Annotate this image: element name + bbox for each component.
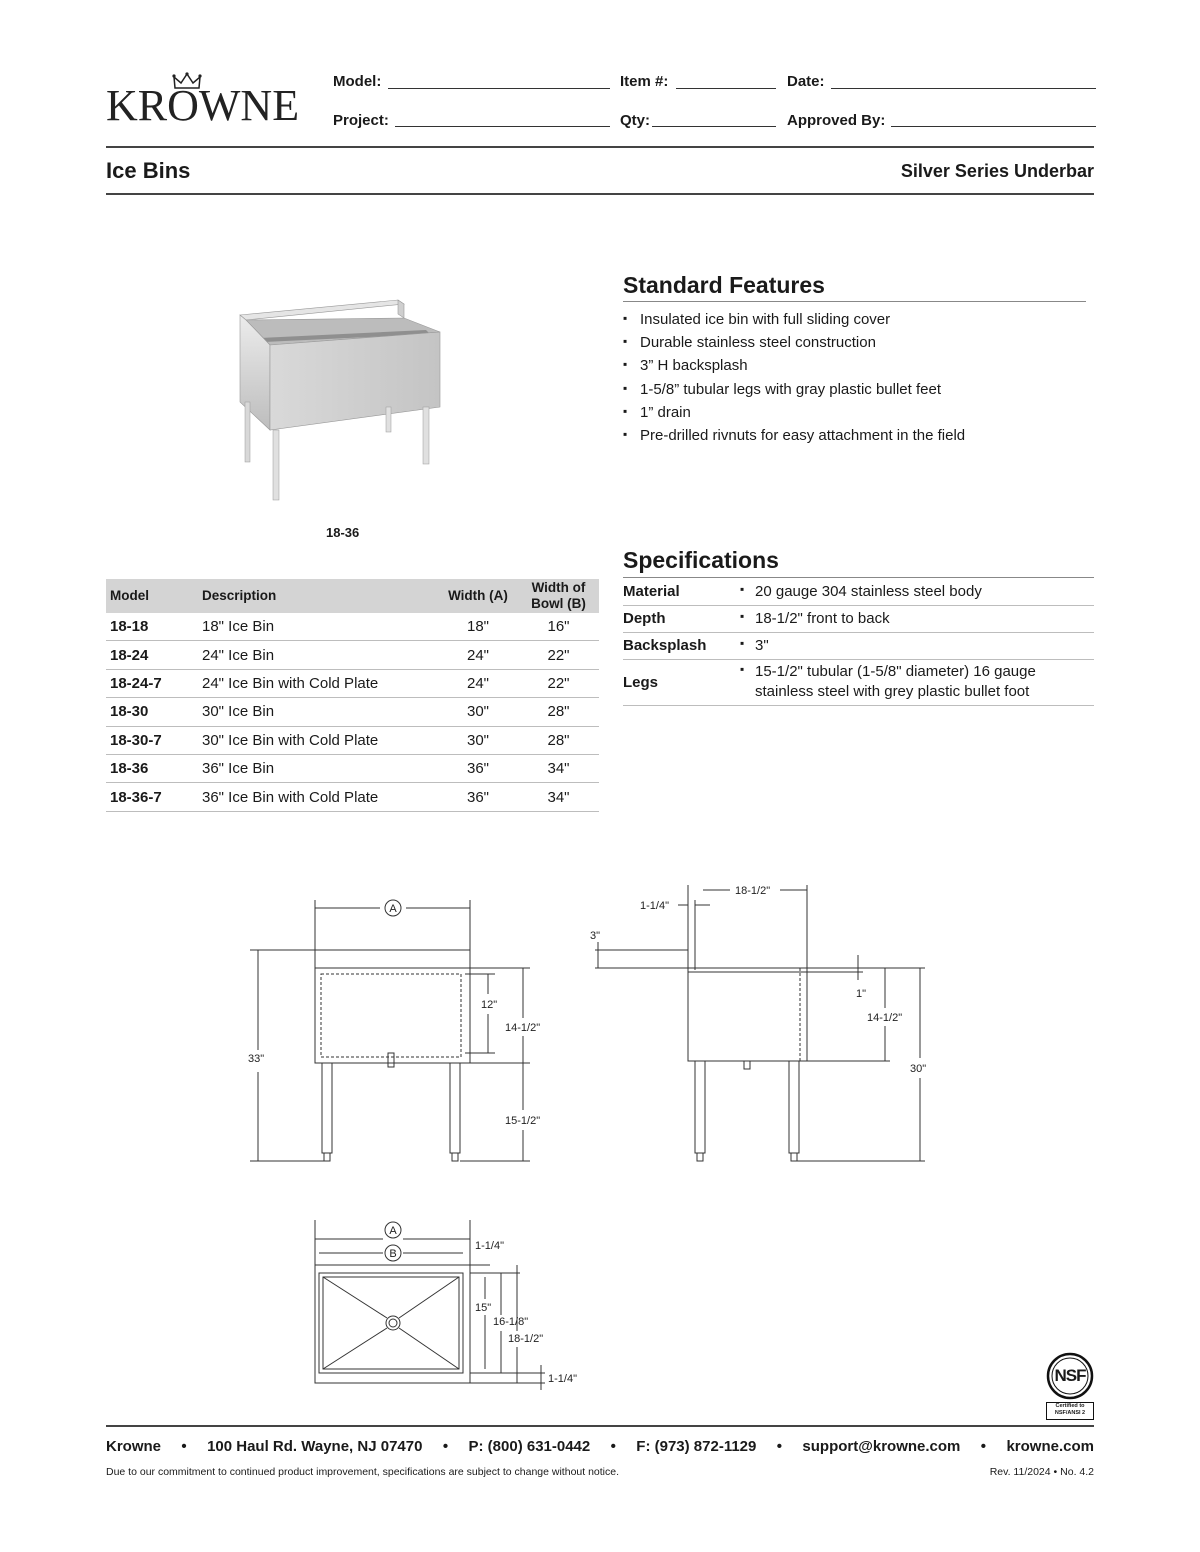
nsf-cert-box bbox=[1046, 1402, 1094, 1420]
top-view-drawing bbox=[305, 1215, 590, 1395]
page-title: Ice Bins bbox=[106, 158, 191, 183]
header-rule-bottom bbox=[106, 193, 1094, 195]
list-item: ▪ 1” drain bbox=[623, 401, 965, 424]
spec-row-legs bbox=[623, 659, 1094, 706]
spec-value: ▪ 15-1/2" tubular (1-5/8" diameter) 16 gauge bbox=[740, 663, 1036, 680]
list-item: ▪ 3” H backsplash bbox=[623, 354, 965, 377]
spec-key: Backsplash bbox=[623, 637, 707, 654]
footer-contact bbox=[106, 1438, 1094, 1455]
footer-email-link[interactable]: support@krowne.com bbox=[802, 1438, 961, 1455]
dim-top-a-label: A bbox=[389, 1225, 397, 1237]
cell-bowl: 34" bbox=[518, 754, 599, 782]
dim-top-18-label: 18-1/2" bbox=[508, 1333, 544, 1345]
footer-bullet: • bbox=[610, 1438, 616, 1455]
cell-model: 18-24-7 bbox=[106, 669, 198, 697]
cell-bowl: 34" bbox=[518, 783, 599, 811]
project-label: Project: bbox=[333, 112, 389, 129]
brand-logo bbox=[106, 72, 311, 132]
table-row bbox=[106, 754, 599, 782]
dim-top-16-label: 16-1/8" bbox=[493, 1316, 529, 1328]
cell-bowl: 28" bbox=[518, 698, 599, 726]
footer-bullet: • bbox=[776, 1438, 783, 1455]
dim-top-114b-label: 1-1/4" bbox=[548, 1373, 577, 1385]
qty-label: Qty: bbox=[620, 112, 650, 129]
item-field[interactable] bbox=[676, 88, 776, 89]
series-title: Silver Series Underbar bbox=[900, 161, 1094, 181]
spec-value: ▪ 20 gauge 304 stainless steel body bbox=[740, 583, 982, 600]
dim-33-label: 33" bbox=[248, 1053, 265, 1065]
col-header-width: Width (A) bbox=[438, 579, 518, 613]
features-list bbox=[623, 308, 965, 447]
table-row bbox=[106, 669, 599, 697]
revision-date: Rev. 11/2024 bbox=[989, 1466, 1051, 1478]
table-row bbox=[106, 726, 599, 754]
product-caption: 18-36 bbox=[326, 525, 360, 540]
cell-description: 24" Ice Bin bbox=[198, 641, 438, 669]
dim-30-label: 30" bbox=[910, 1063, 927, 1075]
nsf-line1: Certified to bbox=[1055, 1403, 1085, 1409]
cell-bowl: 28" bbox=[518, 726, 599, 754]
features-rule bbox=[623, 301, 1086, 302]
cell-description: 30" Ice Bin bbox=[198, 698, 438, 726]
dim-top-b-label: B bbox=[389, 1248, 397, 1260]
cell-width: 36" bbox=[438, 783, 518, 811]
features-heading: Standard Features bbox=[623, 272, 825, 298]
dim-side-14-label: 14-1/2" bbox=[867, 1012, 903, 1024]
models-table bbox=[106, 579, 599, 812]
dim-top-15-label: 15" bbox=[475, 1302, 492, 1314]
footer-company: Krowne bbox=[106, 1438, 162, 1455]
nsf-line2: NSF/ANSI 2 bbox=[1054, 1410, 1086, 1416]
cell-model: 18-36-7 bbox=[106, 783, 198, 811]
col-header-model: Model bbox=[106, 579, 198, 613]
dim-3-label: 3" bbox=[590, 930, 601, 942]
dim-14-label: 14-1/2" bbox=[505, 1022, 541, 1034]
cell-bowl: 22" bbox=[518, 669, 599, 697]
dim-15-label: 15-1/2" bbox=[505, 1115, 541, 1127]
spec-key: Legs bbox=[623, 674, 659, 691]
dim-top-114a-label: 1-1/4" bbox=[475, 1240, 504, 1252]
footer-rule bbox=[106, 1425, 1094, 1427]
header-rule-top bbox=[106, 146, 1094, 148]
model-field[interactable] bbox=[388, 88, 610, 89]
cell-model: 18-18 bbox=[106, 613, 198, 641]
list-item: ▪ Pre-drilled rivnuts for easy attachment in the field bbox=[623, 424, 965, 447]
footer-disclaimer: Due to our commitment to continued product improvement, specifications are subject to change without notice. bbox=[106, 1466, 620, 1478]
cell-description: 18" Ice Bin bbox=[198, 613, 438, 641]
spec-row-material bbox=[623, 578, 1094, 606]
dim-18-label: 18-1/2" bbox=[735, 885, 771, 897]
footer-phone: P: (800) 631-0442 bbox=[468, 1438, 591, 1455]
table-row bbox=[106, 613, 599, 641]
cell-width: 36" bbox=[438, 754, 518, 782]
spec-key: Material bbox=[623, 583, 680, 600]
qty-field[interactable] bbox=[652, 126, 776, 127]
footer-bullet: • bbox=[980, 1438, 987, 1455]
table-row bbox=[106, 783, 599, 811]
col-header-bowl: Width of Bowl (B) bbox=[518, 579, 599, 613]
table-header-row bbox=[106, 579, 599, 613]
dim-114-label: 1-1/4" bbox=[640, 900, 669, 912]
cell-width: 30" bbox=[438, 698, 518, 726]
approved-label: Approved By: bbox=[787, 112, 886, 129]
cell-width: 30" bbox=[438, 726, 518, 754]
table-row bbox=[106, 698, 599, 726]
item-label: Item #: bbox=[620, 73, 669, 90]
cell-model: 18-24 bbox=[106, 641, 198, 669]
cell-description: 36" Ice Bin bbox=[198, 754, 438, 782]
cell-description: 30" Ice Bin with Cold Plate bbox=[198, 726, 438, 754]
footer-bullet: • bbox=[442, 1438, 449, 1455]
dim-a-label: A bbox=[389, 903, 397, 915]
spec-value-cont: stainless steel with grey plastic bullet foot bbox=[755, 683, 1030, 700]
footer-bullet: • bbox=[181, 1438, 187, 1455]
dim-12-label: 12" bbox=[481, 999, 498, 1011]
footer-revision bbox=[990, 1466, 1094, 1478]
cell-width: 24" bbox=[438, 641, 518, 669]
product-image bbox=[230, 290, 450, 505]
front-view-drawing bbox=[240, 890, 560, 1175]
spec-row-depth bbox=[623, 605, 1094, 633]
cell-model: 18-30 bbox=[106, 698, 198, 726]
brand-name: KROWNE bbox=[106, 81, 300, 130]
spec-key: Depth bbox=[623, 610, 666, 627]
cell-width: 18" bbox=[438, 613, 518, 641]
approved-field[interactable] bbox=[891, 126, 1096, 127]
list-item: ▪ Durable stainless steel construction bbox=[623, 331, 965, 354]
spec-row-backsplash bbox=[623, 632, 1094, 660]
specifications-heading: Specifications bbox=[623, 547, 779, 573]
cell-width: 24" bbox=[438, 669, 518, 697]
nsf-mark: NSF bbox=[1054, 1366, 1086, 1385]
cell-description: 36" Ice Bin with Cold Plate bbox=[198, 783, 438, 811]
cell-model: 18-30-7 bbox=[106, 726, 198, 754]
list-item: ▪ 1-5/8” tubular legs with gray plastic bullet feet bbox=[623, 378, 965, 401]
nsf-certification bbox=[1046, 1352, 1094, 1420]
date-field[interactable] bbox=[831, 88, 1096, 89]
cell-description: 24" Ice Bin with Cold Plate bbox=[198, 669, 438, 697]
footer-address: 100 Haul Rd. Wayne, NJ 07470 bbox=[207, 1438, 423, 1455]
dim-1-label: 1" bbox=[856, 988, 867, 1000]
spec-value: ▪ 18-1/2" front to back bbox=[740, 610, 890, 627]
footer-fax: F: (973) 872-1129 bbox=[636, 1438, 757, 1455]
list-item: ▪ Insulated ice bin with full sliding cover bbox=[623, 308, 965, 331]
cell-bowl: 16" bbox=[518, 613, 599, 641]
date-label: Date: bbox=[787, 73, 825, 90]
revision-bullet: • bbox=[1053, 1466, 1058, 1478]
project-field[interactable] bbox=[395, 126, 610, 127]
cell-model: 18-36 bbox=[106, 754, 198, 782]
revision-number: No. 4.2 bbox=[1060, 1466, 1094, 1478]
cell-bowl: 22" bbox=[518, 641, 599, 669]
spec-value: ▪ 3" bbox=[740, 637, 769, 654]
side-view-drawing bbox=[585, 880, 930, 1175]
table-row bbox=[106, 641, 599, 669]
footer-web-link[interactable]: krowne.com bbox=[1006, 1438, 1094, 1455]
col-header-description: Description bbox=[198, 579, 438, 613]
model-label: Model: bbox=[333, 73, 382, 90]
